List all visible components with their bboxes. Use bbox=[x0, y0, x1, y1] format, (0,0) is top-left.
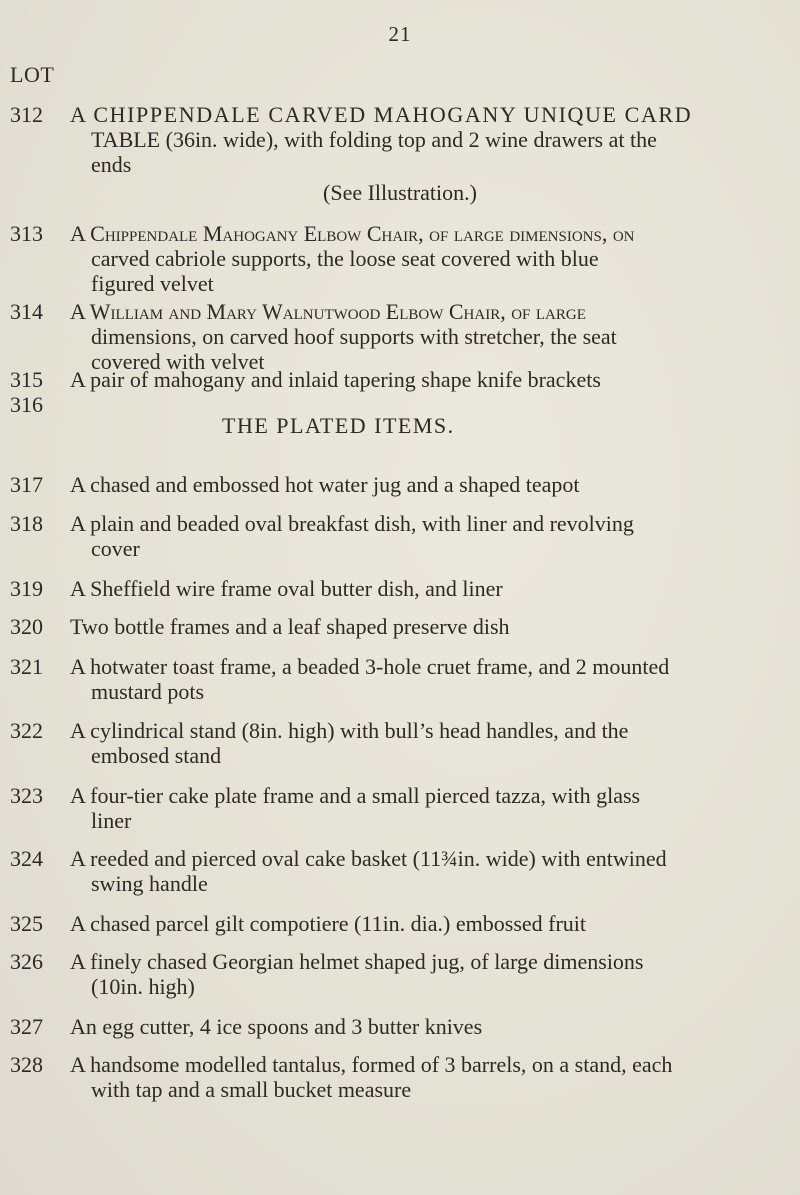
lot-number: 327 bbox=[10, 1014, 43, 1039]
lot-description-line: A finely chased Georgian helmet shaped jug, of large dimensions bbox=[70, 949, 644, 974]
lot-column-header: LOT bbox=[10, 62, 55, 87]
lot-description-line: ends bbox=[91, 152, 132, 177]
lot-description-line: A cylindrical stand (8in. high) with bull’s head handles, and the bbox=[70, 718, 629, 743]
lot-description-line: mustard pots bbox=[91, 679, 205, 704]
lot-description-line: figured velvet bbox=[91, 271, 214, 296]
lot-description-line: (10in. high) bbox=[91, 974, 195, 999]
lot-description bbox=[70, 299, 785, 374]
lot-number: 315 bbox=[10, 367, 43, 392]
lot-description bbox=[70, 102, 785, 177]
lot-number: 319 bbox=[10, 576, 43, 601]
lot-description-line: A handsome modelled tantalus, formed of 3 barrels, on a stand, each bbox=[70, 1052, 673, 1077]
lot-description bbox=[70, 367, 785, 392]
lot-description-line: A Chippendale Mahogany Elbow Chair, of large dimensions, on bbox=[70, 221, 635, 246]
lot-description-line: Two bottle frames and a leaf shaped preserve dish bbox=[70, 614, 510, 639]
lot-number: 320 bbox=[10, 614, 43, 639]
lot-description-line: A chased and embossed hot water jug and a shaped teapot bbox=[70, 472, 580, 497]
lot-description bbox=[70, 1014, 785, 1039]
lot-number: 326 bbox=[10, 949, 43, 974]
lot-description-line: A four-tier cake plate frame and a small pierced tazza, with glass bbox=[70, 783, 641, 808]
lot-description-line: swing handle bbox=[91, 871, 208, 896]
lot-description bbox=[70, 614, 785, 639]
lot-description-line: embosed stand bbox=[91, 743, 222, 768]
lot-description bbox=[70, 472, 785, 497]
lot-description bbox=[70, 846, 785, 896]
lot-number: 314 bbox=[10, 299, 43, 324]
lot-description-line: A Sheffield wire frame oval butter dish, and liner bbox=[70, 576, 503, 601]
lot-description-line: dimensions, on carved hoof supports with stretcher, the seat bbox=[91, 324, 617, 349]
lot-number: 316 bbox=[10, 392, 43, 417]
lot-description bbox=[70, 783, 785, 833]
lot-description bbox=[70, 511, 785, 561]
lot-description bbox=[70, 1052, 785, 1102]
lot-description-line: A reeded and pierced oval cake basket (11¾in. wide) with entwined bbox=[70, 846, 667, 871]
lot-description bbox=[70, 654, 785, 704]
lot-number: 323 bbox=[10, 783, 43, 808]
lot-description-line: A William and Mary Walnutwood Elbow Chair, of large bbox=[70, 299, 586, 324]
lot-number: 312 bbox=[10, 102, 43, 127]
lot-description-line: with tap and a small bucket measure bbox=[91, 1077, 412, 1102]
lot-number: 322 bbox=[10, 718, 43, 743]
lot-description-line: A hotwater toast frame, a beaded 3-hole cruet frame, and 2 mounted bbox=[70, 654, 670, 679]
lot-description-line: TABLE (36in. wide), with folding top and 2 wine drawers at the bbox=[91, 127, 657, 152]
illustration-note: (See Illustration.) bbox=[323, 180, 477, 205]
lot-number: 324 bbox=[10, 846, 43, 871]
lot-description-line: carved cabriole supports, the loose seat covered with blue bbox=[91, 246, 599, 271]
lot-description bbox=[70, 949, 785, 999]
lot-description-line: An egg cutter, 4 ice spoons and 3 butter knives bbox=[70, 1014, 483, 1039]
lot-description bbox=[70, 221, 785, 296]
lot-number: 321 bbox=[10, 654, 43, 679]
page-number: 21 bbox=[388, 22, 412, 46]
lot-description bbox=[70, 911, 785, 936]
section-heading: THE PLATED ITEMS. bbox=[222, 413, 455, 438]
lot-description-line: A chased parcel gilt compotiere (11in. dia.) embossed fruit bbox=[70, 911, 587, 936]
lot-description-line: A plain and beaded oval breakfast dish, with liner and revolving bbox=[70, 511, 634, 536]
lot-number: 317 bbox=[10, 472, 43, 497]
lot-description-line: covered with velvet bbox=[91, 349, 265, 374]
lot-description bbox=[70, 718, 785, 768]
lot-description bbox=[70, 576, 785, 601]
lot-number: 318 bbox=[10, 511, 43, 536]
lot-description-line: A pair of mahogany and inlaid tapering shape knife brackets bbox=[70, 367, 601, 392]
lot-number: 313 bbox=[10, 221, 43, 246]
lot-description-line: A CHIPPENDALE CARVED MAHOGANY UNIQUE CARD bbox=[70, 102, 693, 127]
lot-number: 328 bbox=[10, 1052, 43, 1077]
lot-description-line: liner bbox=[91, 808, 132, 833]
lot-number: 325 bbox=[10, 911, 43, 936]
lot-description-line: cover bbox=[91, 536, 140, 561]
